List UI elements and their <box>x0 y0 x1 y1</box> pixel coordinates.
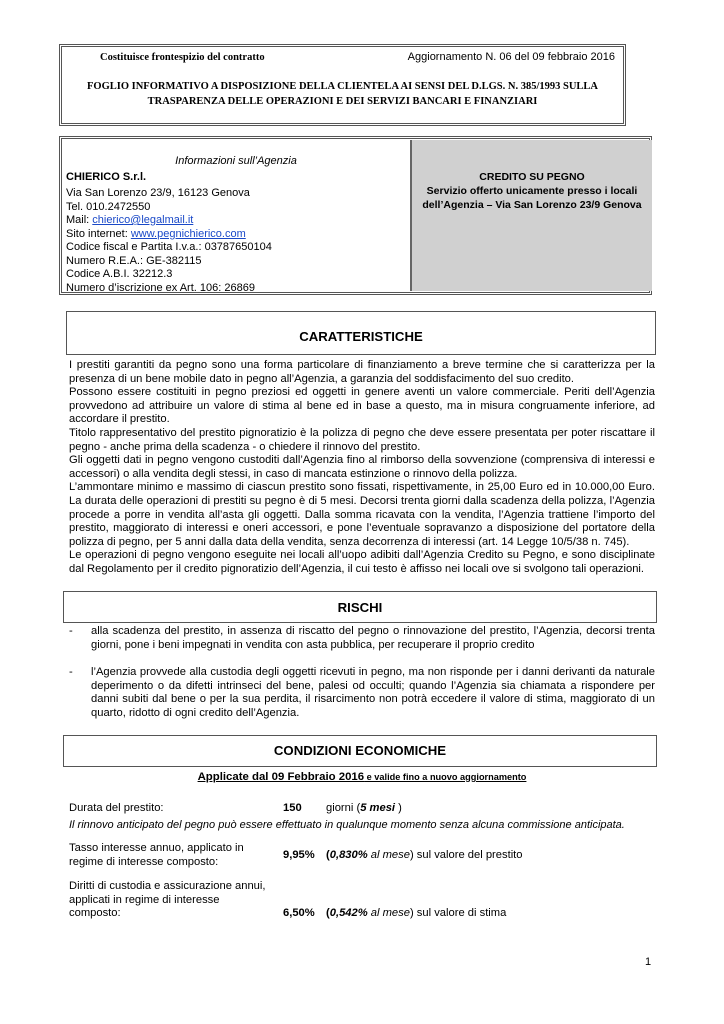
paragraph: I prestiti garantiti da pegno sono una forma particolare di finanziamento a breve termine che si caratterizza per la presenza di un bene mobile dato in pegno all’Agenzia, a garanzia del soddisfacimento del suo credito. <box>69 359 655 385</box>
durata-unit <box>326 802 402 816</box>
list-item <box>69 625 655 652</box>
section-rischi-header <box>63 591 657 623</box>
title-line-1: FOGLIO INFORMATIVO A DISPOSIZIONE DELLA CLIENTELA AI SENSI DEL D.LGS. N. 385/1993 SULLA <box>86 81 598 92</box>
list-item <box>69 666 655 720</box>
paragraph: Titolo rappresentativo del prestito pignoratizio è la polizza di pegno che deve essere presentata per poter riscattare il pegno - anche prima della scadenza - o chiedere il rinnovo del prestito. <box>69 426 655 453</box>
subtitle-main: Applicate dal 09 Febbraio 2016 <box>197 771 365 783</box>
tasso-label <box>69 842 244 869</box>
agency-name: CHIERICO S.r.l. <box>66 171 147 183</box>
durata-label: Durata del prestito: <box>69 802 164 814</box>
paragraph: Possono essere costituiti in pegno preziosi ed oggetti in genere aventi un valore commerciale. Periti dell’Agenzia provvedono ad attribuire un valore di stima al bene ed in base a questo, ma in misura congruamente inferiore, ad accordare il prestito. <box>69 386 655 426</box>
diritti-label-line: composto: <box>69 907 121 920</box>
product-panel <box>410 140 652 291</box>
bullet-marker: - <box>69 625 73 637</box>
paragraph: Le operazioni di pegno vengono eseguite nei locali all’uopo adibiti dall’Agenzia Credito su Pegno, e sono disciplinate dal Regolamento per il credito pignoratizio dell’Agenzia, il cui testo è affisso nei locali ove si svolgono tali operazioni. <box>69 549 655 575</box>
tasso-description: ) sul valore del prestito <box>409 849 523 861</box>
update-version: Aggiornamento N. 06 del 09 febbraio 2016 <box>407 51 615 63</box>
agency-tel: Tel. 010.2472550 <box>66 201 151 213</box>
paragraph: Gli oggetti dati in pegno vengono custoditi dall’Agenzia fino al rimborso della sovvenzione (comprensiva di interessi e accessori) o alla vendita degli stessi, in caso di mancata estinzione o rinnovo della polizza. <box>69 454 655 480</box>
agency-site-row <box>66 228 246 241</box>
product-title: CREDITO SU PEGNO <box>479 171 585 183</box>
tasso-monthly-rate: 0,830% <box>329 849 368 861</box>
diritti-desc <box>326 907 506 921</box>
page-number: 1 <box>645 956 652 968</box>
section-title: RISCHI <box>337 600 383 615</box>
mail-link[interactable]: chierico@legalmail.it <box>92 214 194 226</box>
mail-label: Mail: <box>66 214 93 226</box>
document-title <box>62 79 623 109</box>
document-header <box>59 44 626 126</box>
section-title: CONDIZIONI ECONOMICHE <box>273 743 447 758</box>
agency-details <box>64 141 408 294</box>
agency-info-box <box>59 136 652 295</box>
frontespizio-note: Costituisce frontespizio del contratto <box>100 52 265 63</box>
agency-rea: Numero R.E.A.: GE-382115 <box>66 255 202 267</box>
title-line-2: TRASPARENZA DELLE OPERAZIONI E DEI SERVIZI BANCARI E FINANZIARI <box>147 96 538 107</box>
tasso-label-line: regime di interesse composto: <box>69 855 219 868</box>
diritti-label-line: applicati in regime di interesse <box>69 893 220 906</box>
diritti-monthly-unit: al mese <box>367 907 410 919</box>
diritti-value: 6,50% <box>283 907 315 919</box>
condizioni-subtitle <box>0 771 724 785</box>
agency-mail-row <box>66 214 193 227</box>
diritti-description: ) sul valore di stima <box>409 907 507 919</box>
product-line-2: Servizio offerto unicamente presso i locali <box>426 185 638 197</box>
paren-open: ( <box>326 907 330 919</box>
durata-months: 5 mesi <box>360 802 396 814</box>
website-link[interactable]: www.pegnichierico.com <box>130 228 246 240</box>
diritti-monthly-rate: 0,542% <box>329 907 368 919</box>
agency-iscrizione: Numero d’iscrizione ex Art. 106: 26869 <box>66 282 255 294</box>
agency-address: Via San Lorenzo 23/9, 16123 Genova <box>66 187 250 199</box>
site-label: Sito internet: <box>66 228 131 240</box>
diritti-label-line: Diritti di custodia e assicurazione annui, <box>69 880 266 892</box>
subtitle-small: e valide fino a nuovo aggiornamento <box>364 772 527 782</box>
agency-heading: Informazioni sull’Agenzia <box>175 155 297 167</box>
section-condizioni-header <box>63 735 657 767</box>
durata-value: 150 <box>283 802 302 814</box>
durata-unit-text: giorni ( <box>326 802 361 814</box>
risk-text: l’Agenzia provvede alla custodia degli oggetti ricevuti in pegno, ma non risponde per i danni derivanti da naturale deperimento o da difetti intrinseci del bene, palesi od occulti; quando l’Agenzia sia chiamata a rispondere per danni subiti dal bene o per la sua perdita, il risarcimento non potrà eccedere il valore di stima, maggiorato di un quarto, ridotto di ogni credito dell’Agenzia. <box>91 666 655 719</box>
bullet-marker: - <box>69 666 73 678</box>
rinnovo-note: Il rinnovo anticipato del pegno può essere effettuato in qualunque momento senza alcuna commissione anticipata. <box>69 819 625 831</box>
agency-abi: Codice A.B.I. 32212.3 <box>66 268 173 280</box>
product-line-3: dell’Agenzia – Via San Lorenzo 23/9 Genova <box>422 199 642 211</box>
paren-open: ( <box>326 849 330 861</box>
section-caratteristiche-header <box>66 311 656 355</box>
tasso-value: 9,95% <box>283 849 315 861</box>
agency-codice-fiscale: Codice fiscal e Partita I.v.a.: 03787650104 <box>66 241 272 253</box>
paragraph: L’ammontare minimo e massimo di ciascun prestito sono fissati, rispettivamente, in 25,00 Euro ed in 10.000,00 Euro. La durata delle operazioni di prestiti su pegno è di 5 mesi. Decorsi trenta giorni dalla scadenza della polizza, l’Agenzia procede a porre in vendita all’asta gli oggetti. Dalla somma ricavata con la vendita, l’Agenzia trattiene l’importo del prestito, maggiorato di interessi e oneri accessori, e pone l’eventuale sopravanzo a disposizione del portatore della polizza di pegno, per 5 anni dalla data della vendita, senza decorrenza di interessi (art. 14 Legge 10/5/38 n. 745). <box>69 481 655 548</box>
tasso-label-line: Tasso interesse annuo, applicato in <box>69 842 244 854</box>
durata-close: ) <box>395 802 402 814</box>
risk-text: alla scadenza del prestito, in assenza di riscatto del pegno o rinnovazione del prestito, l’Agenzia, decorsi trenta giorni, pone i beni impegnati in vendita con asta pubblica, per recuperare il proprio credito <box>91 625 655 651</box>
section-title: CARATTERISTICHE <box>299 329 423 344</box>
tasso-monthly-unit: al mese <box>367 849 410 861</box>
caratteristiche-text <box>69 359 655 577</box>
tasso-desc <box>326 849 523 863</box>
diritti-label <box>69 880 266 921</box>
